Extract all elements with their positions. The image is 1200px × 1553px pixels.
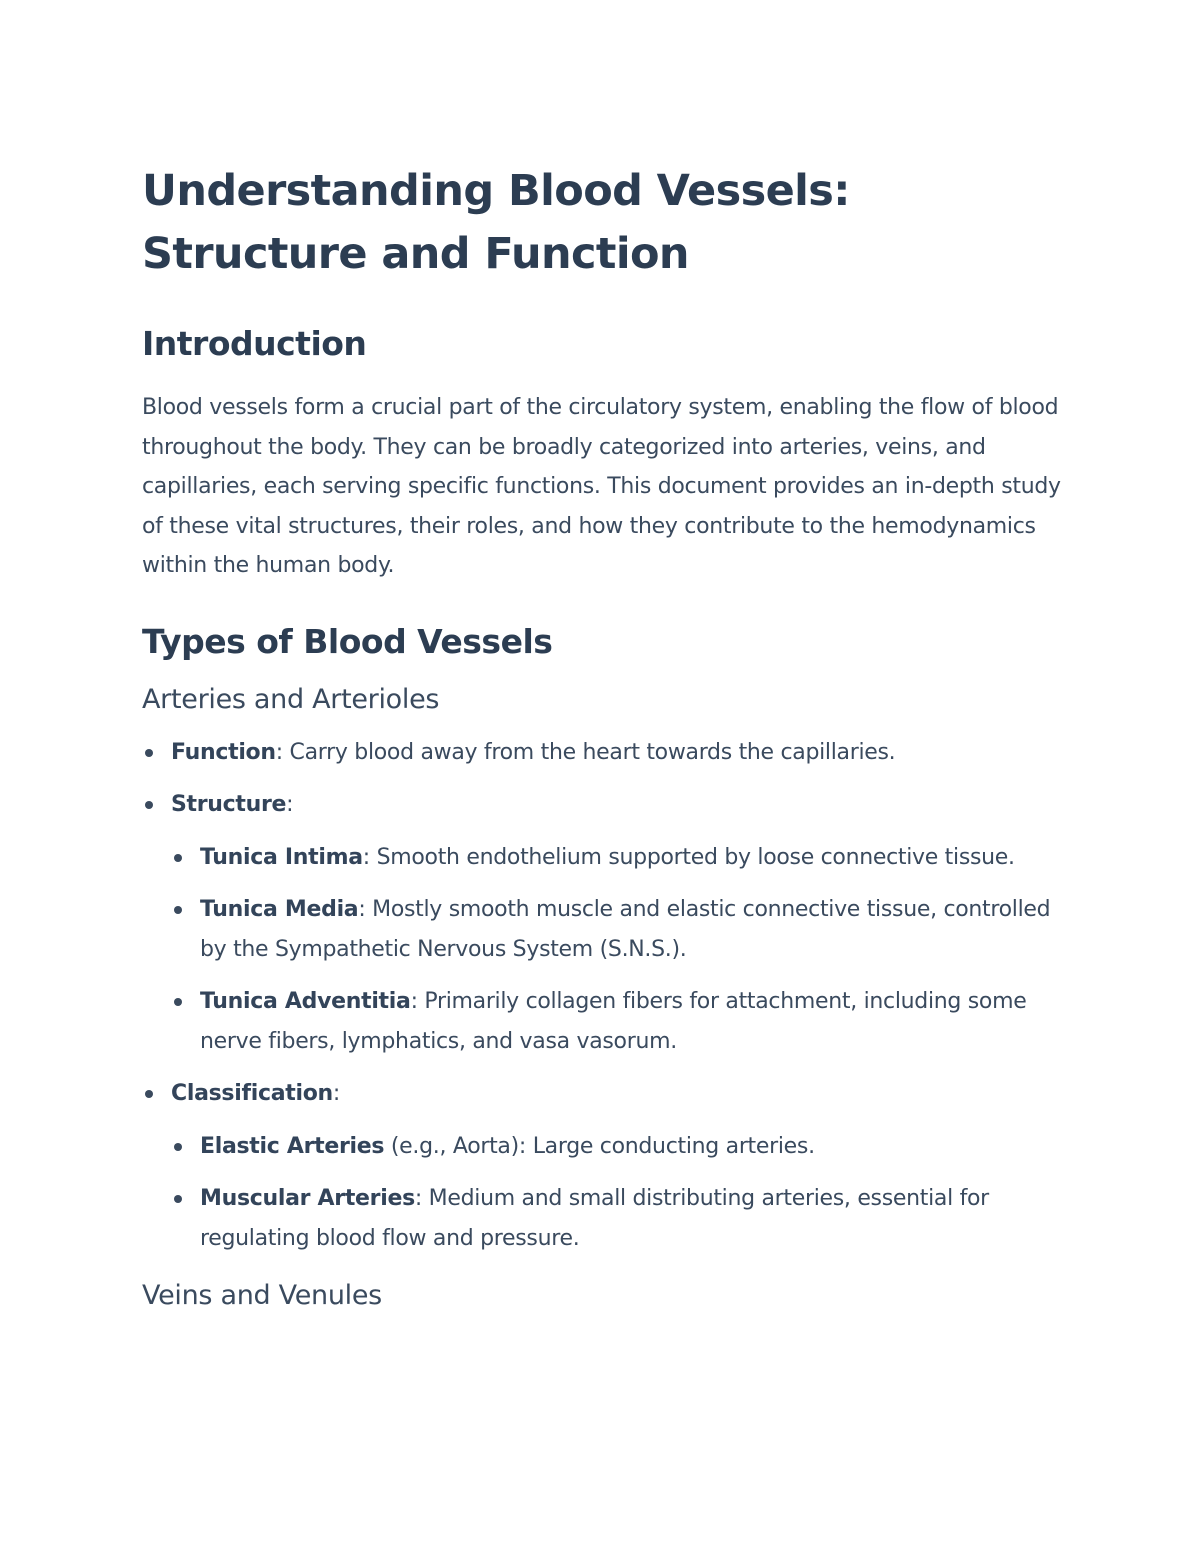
introduction-paragraph: Blood vessels form a crucial part of the circulatory system, enabling the flow of blood throughout the body. They can be broadly categorized into arteries, veins, and capillaries, each serving specific functions. This document provides an in-depth study of these vital structures, their roles, and how they contribute to the hemodynamics within the human body. <box>142 395 1061 578</box>
muscular-arteries-label: Muscular Arteries <box>200 1186 415 1211</box>
bullet-icon <box>145 801 153 809</box>
list-item-tunica-intima <box>171 838 1062 878</box>
list-item-muscular-arteries <box>171 1179 1062 1258</box>
tunica-intima-text: : Smooth endothelium supported by loose connective tissue. <box>362 844 1015 870</box>
classification-text: : <box>332 1081 341 1106</box>
function-text: : Carry blood away from the heart towards the capillaries. <box>275 739 896 765</box>
tunica-media-text: : Mostly smooth muscle and elastic connective tissue, controlled by the Sympathetic Nervous System (S.N.S.). <box>200 897 1051 962</box>
introduction-heading: Introduction <box>142 324 367 363</box>
elastic-arteries-text: (e.g., Aorta): Large conducting arteries. <box>384 1133 815 1159</box>
list-item-elastic-arteries <box>171 1127 1062 1167</box>
bullet-icon <box>174 854 182 862</box>
tunica-media-label: Tunica Media <box>200 897 359 922</box>
types-heading: Types of Blood Vessels <box>142 621 553 661</box>
tunica-adventitia-label: Tunica Adventitia <box>200 989 411 1014</box>
structure-text: : <box>286 792 294 817</box>
bullet-icon <box>145 749 153 757</box>
arteries-heading: Arteries and Arterioles <box>142 683 440 715</box>
list-item-tunica-media <box>171 890 1062 969</box>
function-label: Function <box>171 739 276 765</box>
document-page <box>142 160 1062 1316</box>
structure-label: Structure <box>171 792 287 817</box>
list-item-function <box>142 733 1062 773</box>
classification-sublist <box>171 1127 1062 1259</box>
bullet-icon <box>174 998 182 1006</box>
list-item-classification <box>142 1074 1062 1258</box>
bullet-icon <box>145 1090 153 1098</box>
elastic-arteries-label: Elastic Arteries <box>200 1133 385 1159</box>
document-title: Understanding Blood Vessels: Structure and Function <box>142 166 850 279</box>
arteries-list <box>142 733 1062 1259</box>
tunica-adventitia-text: : Primarily collagen fibers for attachment, including some nerve fibers, lymphatics, and vasa vasorum. <box>200 989 1027 1054</box>
bullet-icon <box>174 1195 182 1203</box>
list-item-tunica-adventitia <box>171 982 1062 1061</box>
bullet-icon <box>174 906 182 914</box>
muscular-arteries-text: : Medium and small distributing arteries, essential for regulating blood flow and pressure. <box>200 1186 989 1251</box>
structure-sublist <box>171 838 1062 1062</box>
bullet-icon <box>174 1143 182 1151</box>
veins-heading: Veins and Venules <box>142 1280 382 1311</box>
classification-label: Classification <box>171 1081 333 1106</box>
tunica-intima-label: Tunica Intima <box>200 844 363 870</box>
list-item-structure <box>142 785 1062 1061</box>
